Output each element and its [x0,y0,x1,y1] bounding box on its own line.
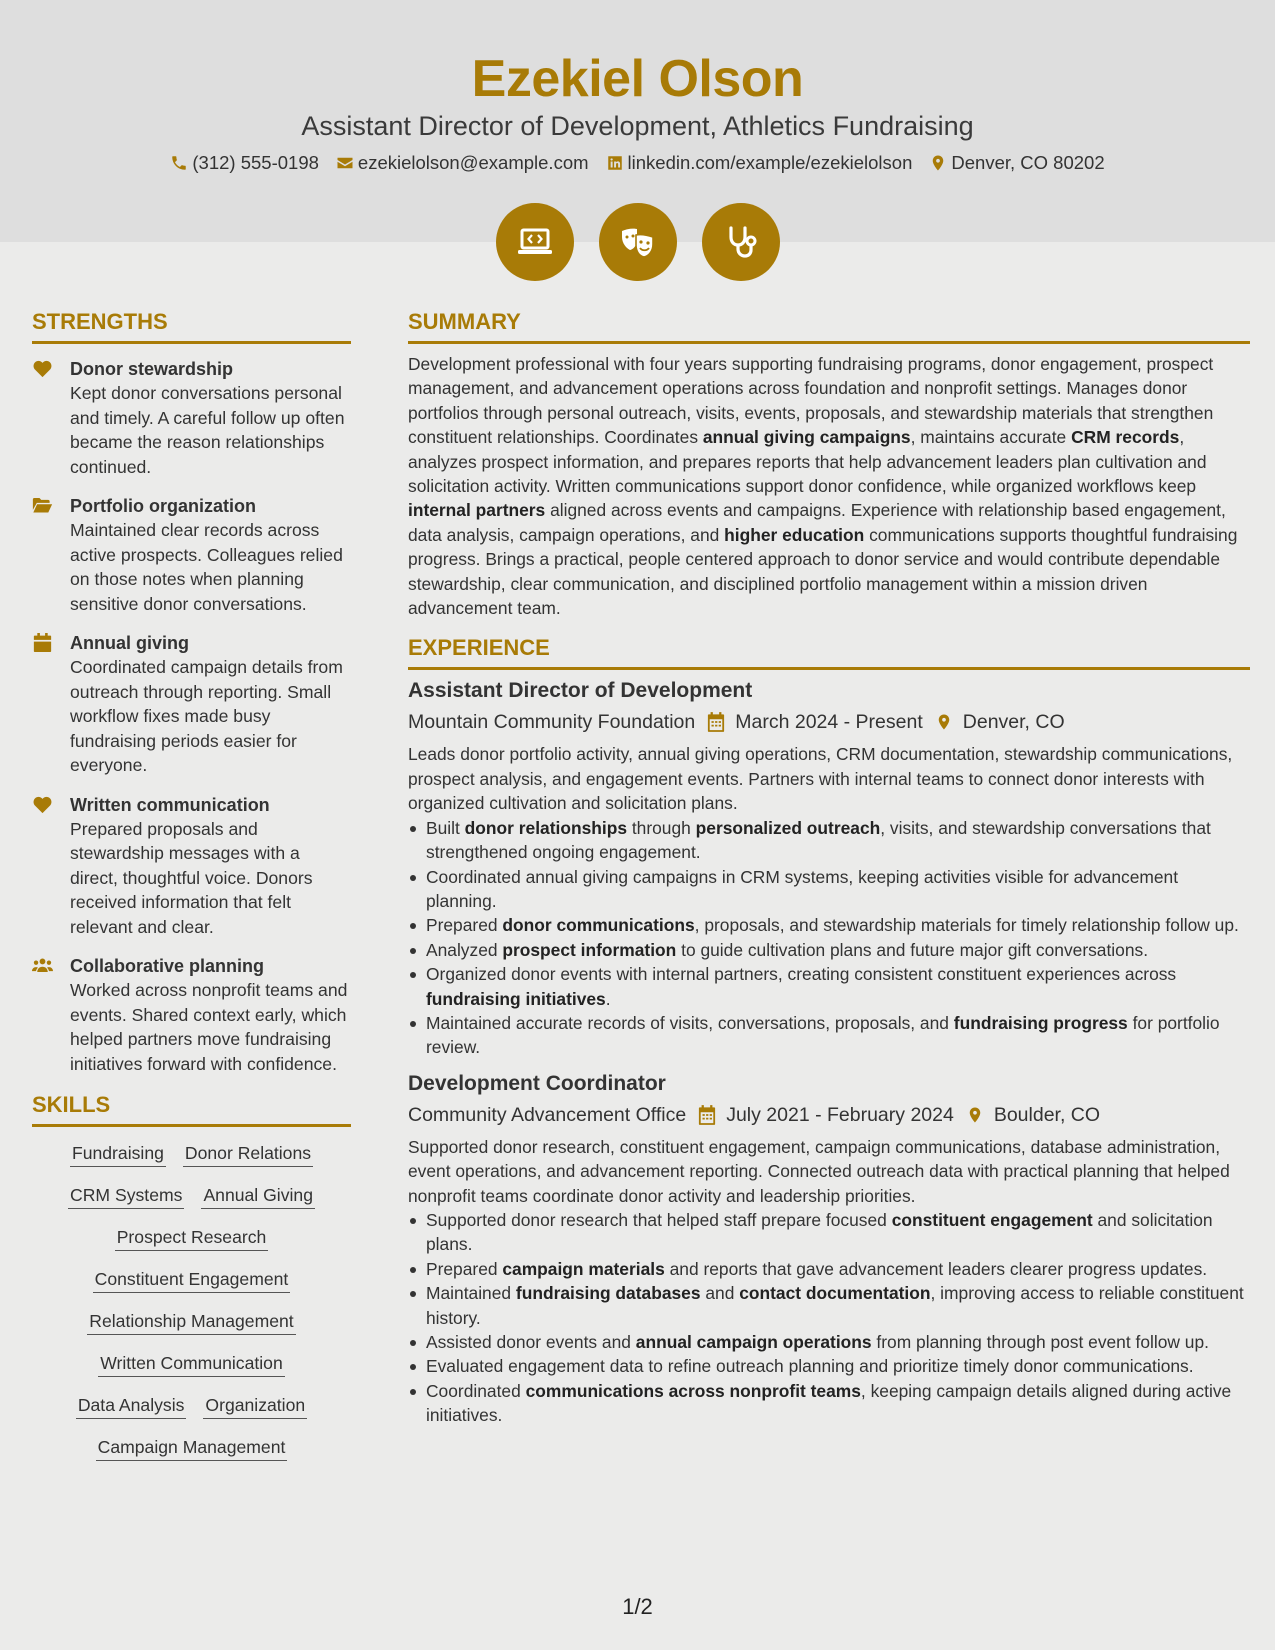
bullet-bold: annual campaign operations [635,1332,872,1352]
job-bullet: Maintained fundraising databases and contact documentation, improving access to reliable constituent history. [408,1281,1250,1330]
bullet-bold: fundraising databases [515,1283,701,1304]
summary-text: Development professional with four years supporting fundraising programs, donor engagement, prospect management, and advancement operations across foundation and nonprofit settings. Manages donor portfolios through personal outreach, visits, events, proposals, and stewardship materials that strengthen constituent relationships. Coordinates annual giving campaigns, maintains accurate CRM records, analyzes prospect information, and prepares reports that help advancement leaders plan cultivation and solicitation activity. Written communications support donor confidence, while organized workflows keep internal partners aligned across events and campaigns. Experience with relationship based engagement, data analysis, campaign operations, and higher education communications supports thoughtful fundraising progress. Brings a practical, people centered approach to donor service and would contribute dependable stewardship, clear communication, and disciplined portfolio management within a mission driven advancement team. [408,354,1238,619]
job-org: Community Advancement Office [408,1103,687,1126]
strength-item [32,954,351,1076]
email-icon [336,154,354,172]
skill-tag: Annual Giving [201,1183,315,1209]
right-column [408,308,1250,1428]
skill-tag: CRM Systems [68,1183,184,1209]
skill-tag: Donor Relations [183,1141,313,1167]
job-location: Boulder, CO [993,1103,1101,1126]
job-role: Assistant Director of Development [408,679,753,703]
strength-item [32,494,351,616]
strength-desc: Coordinated campaign details from outreach through reporting. Small workflow fixes made busy fundraising periods easier for everyone. [70,657,343,775]
strengths-heading: STRENGTHS [32,308,351,344]
strength-desc: Maintained clear records across active prospects. Colleagues relied on those notes when planning sensitive donor conversations. [70,520,343,614]
contact-location [929,151,1104,175]
candidate-title: Assistant Director of Development, Athletics Fundraising [301,111,974,141]
users-icon [32,956,53,975]
skill-tag: Relationship Management [87,1309,295,1335]
bullet-bold: campaign materials [502,1258,665,1279]
laptop-code-icon [496,203,574,281]
job-location: Denver, CO [962,711,1065,734]
bullet-bold: constituent engagement [891,1209,1093,1230]
skill-tag: Organization [203,1393,307,1419]
job-org: Mountain Community Foundation [408,711,696,734]
summary-bold: internal partners [408,500,546,521]
summary-bold: CRM records [1071,427,1180,448]
stethoscope-icon [702,203,780,281]
bullet-bold: contact documentation [739,1283,931,1304]
job-bullet: Coordinated communications across nonprofit teams, keeping campaign details aligned during active initiatives. [408,1379,1250,1428]
strength-item [32,357,351,479]
job-role: Development Coordinator [408,1071,666,1095]
strength-desc: Worked across nonprofit teams and events. Shared context early, which helped partners move fundraising initiatives forward with confidence. [70,980,348,1074]
strength-title: Collaborative planning [70,956,265,976]
job-meta [408,1101,1250,1129]
job-dates: March 2024 - Present [735,711,923,734]
skill-tag: Data Analysis [76,1393,187,1419]
job-description: Leads donor portfolio activity, annual giving operations, CRM documentation, stewardship communications, prospect analysis, and engagement events. Partners with internal teams to connect donor interests with organized cultivation and solicitation plans. [408,744,1233,814]
bullet-bold: fundraising initiatives [426,988,606,1009]
theater-masks-icon [599,203,677,281]
left-column [32,308,351,1477]
job-bullet: Analyzed prospect information to guide cultivation plans and future major gift conversations. [408,938,1250,962]
calendar-icon [707,712,725,732]
strength-title: Donor stewardship [70,359,234,379]
location-icon [929,154,947,172]
job-entry [408,677,1250,1059]
job-bullet: Organized donor events with internal partners, creating consistent constituent experiences across fundraising initiatives. [408,962,1250,1011]
job-bullet: Built donor relationships through personalized outreach, visits, and stewardship conversations that strengthened ongoing engagement. [408,816,1250,865]
skill-row [32,1393,351,1419]
summary-heading: SUMMARY [408,308,1250,344]
skill-row [32,1141,351,1167]
strength-desc: Kept donor conversations personal and timely. A careful follow up often became the reason relationships continued. [70,383,345,477]
skill-row [32,1183,351,1209]
calendar-icon [698,1105,716,1125]
skill-row [32,1267,351,1293]
job-bullet: Coordinated annual giving campaigns in CRM systems, keeping activities visible for advancement planning. [408,865,1250,914]
job-description: Supported donor research, constituent engagement, campaign communications, database administration, event operations, and advancement reporting. Connected outreach data with practical planning that helped nonprofit teams coordinate donor activity and leadership priorities. [408,1136,1230,1206]
contact-phone-text[interactable]: (312) 555-0198 [192,152,319,173]
summary-bold: annual giving campaigns [702,427,911,448]
strength-title: Portfolio organization [70,496,256,516]
contact-email-text[interactable]: ezekielolson@example.com [357,152,589,173]
summary-bold: higher education [724,524,865,545]
page-number: 1/2 [622,1594,653,1619]
bullet-bold: donor communications [502,915,695,936]
bullet-bold: donor relationships [464,817,627,838]
contact-linkedin-text[interactable]: linkedin.com/example/ezekielolson [627,152,913,173]
bullet-bold: fundraising progress [953,1012,1128,1033]
contact-row [0,151,1275,175]
contact-email [336,151,589,175]
job-bullet: Maintained accurate records of visits, conversations, proposals, and fundraising progress for portfolio review. [408,1011,1250,1060]
job-entry [408,1070,1250,1428]
strength-title: Annual giving [70,633,189,653]
contact-location-text: Denver, CO 80202 [951,152,1105,173]
skill-tag: Fundraising [70,1141,166,1167]
strength-item [32,793,351,940]
skill-row [32,1225,351,1251]
skills-list [32,1141,351,1461]
job-meta [408,708,1250,736]
job-bullets [408,1208,1250,1428]
experience-heading: EXPERIENCE [408,634,1250,670]
skill-tag: Constituent Engagement [93,1267,291,1293]
skill-row [32,1351,351,1377]
candidate-name: Ezekiel Olson [471,50,804,108]
linkedin-icon [606,154,624,172]
bullet-bold: personalized outreach [695,817,881,838]
job-bullet: Prepared donor communications, proposals, and stewardship materials for timely relationship follow up. [408,913,1250,937]
skills-heading: SKILLS [32,1091,351,1127]
strength-desc: Prepared proposals and stewardship messages with a direct, thoughtful voice. Donors received information that felt relevant and clear. [70,818,313,937]
contact-linkedin [606,151,913,175]
location-icon [935,712,953,732]
folder-open-icon [32,496,53,515]
strength-item [32,631,351,778]
skill-tag: Written Communication [98,1351,285,1377]
bullet-bold: prospect information [502,939,677,960]
strengths-list [32,357,351,1076]
calendar-icon [32,633,53,652]
interest-icons [0,203,1275,281]
job-bullets [408,816,1250,1060]
skill-tag: Prospect Research [115,1225,269,1251]
bullet-bold: communications across nonprofit teams [525,1380,861,1401]
skill-row [32,1309,351,1335]
job-bullet: Assisted donor events and annual campaign operations from planning through post event follow up. [408,1330,1250,1354]
job-bullet: Evaluated engagement data to refine outreach planning and prioritize timely donor communications. [408,1354,1250,1378]
skill-row [32,1435,351,1461]
heart-icon [32,795,53,814]
contact-phone [170,151,319,175]
phone-icon [170,154,188,172]
location-icon [966,1105,984,1125]
job-dates: July 2021 - February 2024 [726,1103,954,1126]
skill-tag: Campaign Management [96,1435,288,1461]
job-bullet: Supported donor research that helped staff prepare focused constituent engagement and solicitation plans. [408,1208,1250,1257]
heart-icon [32,359,53,378]
strength-title: Written communication [70,794,270,815]
job-bullet: Prepared campaign materials and reports that gave advancement leaders clearer progress updates. [408,1257,1250,1281]
